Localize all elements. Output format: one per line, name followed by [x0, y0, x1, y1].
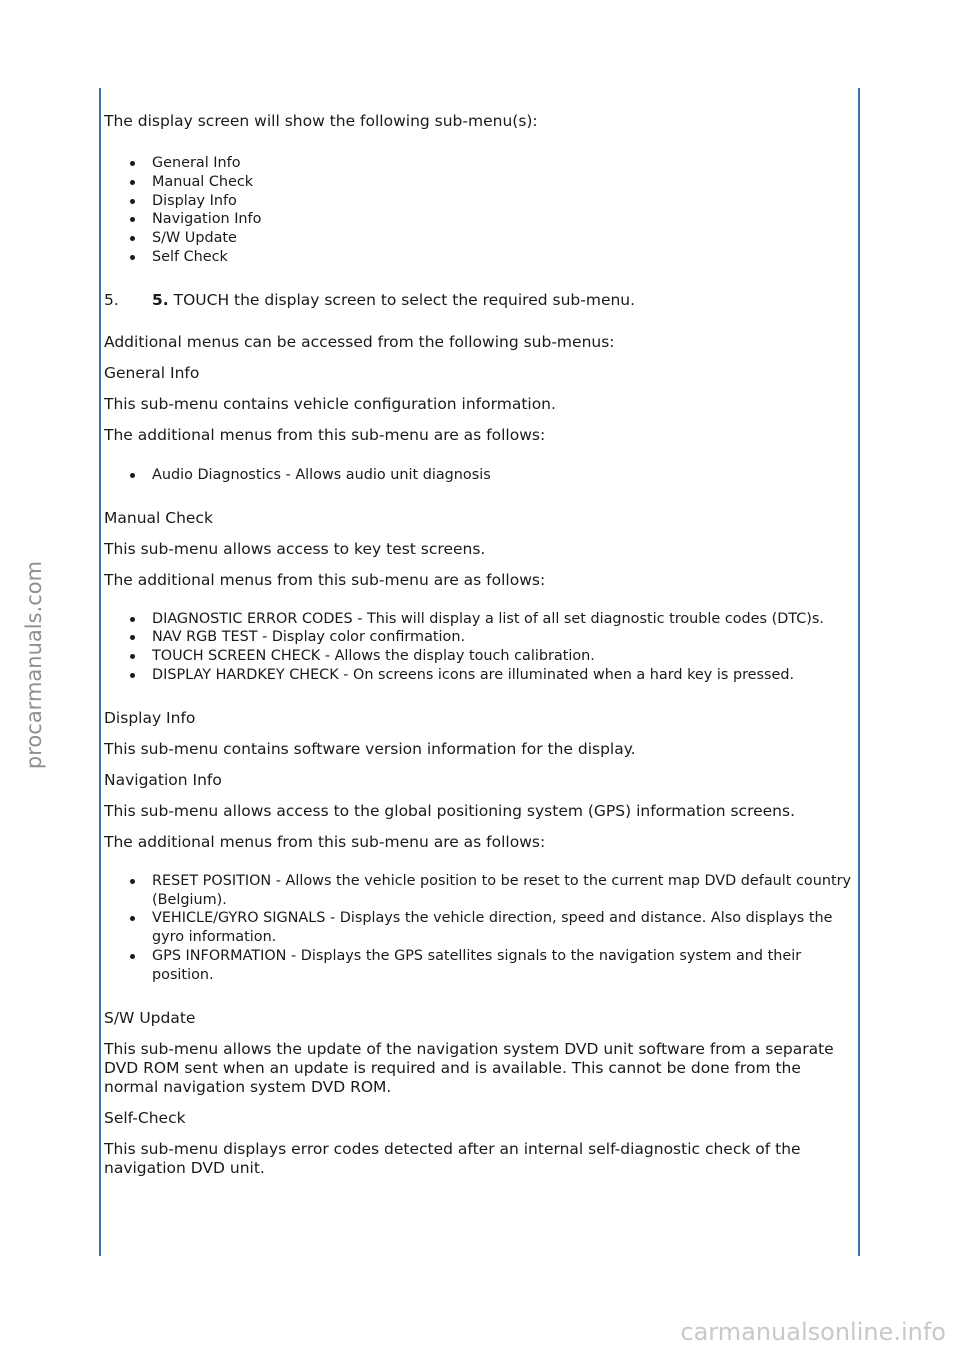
list-item: Display Info: [152, 192, 856, 211]
list-item: S/W Update: [152, 229, 856, 248]
list-item: VEHICLE/GYRO SIGNALS - Displays the vehicle direction, speed and distance. Also displays the gyro information.: [152, 909, 856, 947]
bottom-watermark: carmanualsonline.info: [680, 1318, 946, 1346]
side-watermark: procarmanuals.com: [22, 560, 46, 770]
list-item: TOUCH SCREEN CHECK - Allows the display touch calibration.: [152, 647, 856, 666]
section-title-display-info: Display Info: [104, 708, 196, 727]
section-desc-manual-check: This sub-menu allows access to key test screens.: [104, 539, 486, 558]
section-title-sw-update: S/W Update: [104, 1008, 196, 1027]
navigation-info-list: [104, 872, 856, 985]
section-desc-sw-update: This sub-menu allows the update of the navigation system DVD unit software from a separate DVD ROM sent when an update is required and is available. This cannot be done from the normal navigation system DVD ROM.: [104, 1039, 834, 1096]
section-title-navigation-info: Navigation Info: [104, 770, 222, 789]
step-5: [104, 291, 856, 310]
section-desc-navigation-info: This sub-menu allows access to the global positioning system (GPS) information screens.: [104, 801, 796, 820]
list-item: NAV RGB TEST - Display color confirmation.: [152, 628, 856, 647]
list-item: General Info: [152, 154, 856, 173]
intro-text: The display screen will show the following sub-menu(s):: [104, 112, 538, 130]
list-item: Navigation Info: [152, 210, 856, 229]
right-margin-rule: [858, 88, 860, 1256]
section-title-self-check: Self-Check: [104, 1108, 186, 1127]
manual-check-list: [104, 610, 856, 685]
left-margin-rule: [99, 88, 101, 1256]
step-bold-number: 5.: [152, 290, 169, 309]
general-info-list: [104, 466, 856, 485]
list-item: DISPLAY HARDKEY CHECK - On screens icons are illuminated when a hard key is pressed.: [152, 666, 856, 685]
section-follows-navigation-info: The additional menus from this sub-menu are as follows:: [104, 832, 546, 851]
step-text: TOUCH the display screen to select the required sub-menu.: [168, 290, 636, 309]
list-item: DIAGNOSTIC ERROR CODES - This will display a list of all set diagnostic trouble codes (DTC)s.: [152, 610, 856, 629]
list-item: Self Check: [152, 248, 856, 267]
section-desc-self-check: This sub-menu displays error codes detected after an internal self-diagnostic check of the navigation DVD unit.: [104, 1139, 801, 1177]
additional-intro: Additional menus can be accessed from the following sub-menus:: [104, 332, 615, 351]
document-body: [104, 112, 856, 1190]
step-number: 5.: [104, 290, 119, 309]
submenu-list: [104, 154, 856, 267]
list-item: Audio Diagnostics - Allows audio unit diagnosis: [152, 466, 856, 485]
list-item: RESET POSITION - Allows the vehicle position to be reset to the current map DVD default country (Belgium).: [152, 872, 856, 910]
section-follows-manual-check: The additional menus from this sub-menu are as follows:: [104, 570, 546, 589]
section-title-manual-check: Manual Check: [104, 508, 213, 527]
section-title-general-info: General Info: [104, 363, 200, 382]
section-follows-general-info: The additional menus from this sub-menu are as follows:: [104, 425, 546, 444]
list-item: GPS INFORMATION - Displays the GPS satellites signals to the navigation system and their position.: [152, 947, 856, 985]
section-desc-general-info: This sub-menu contains vehicle configuration information.: [104, 394, 556, 413]
section-desc-display-info: This sub-menu contains software version information for the display.: [104, 739, 636, 758]
list-item: Manual Check: [152, 173, 856, 192]
